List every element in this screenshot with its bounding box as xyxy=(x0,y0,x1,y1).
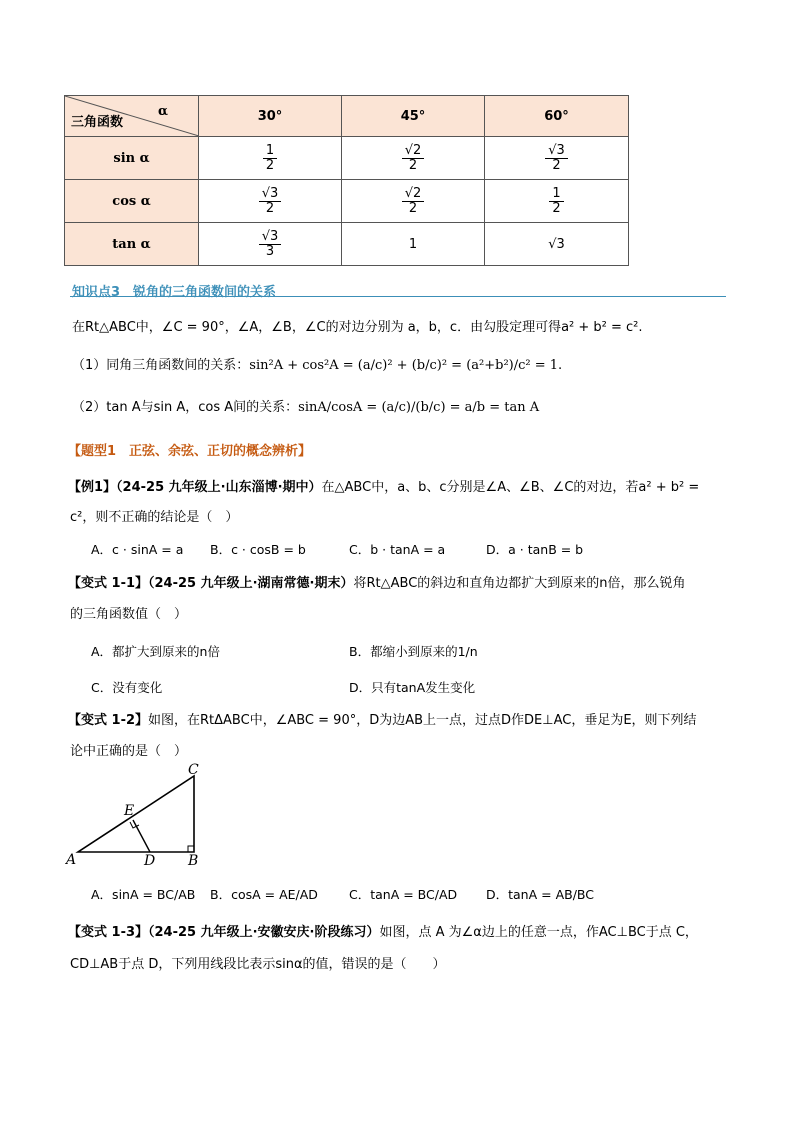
angle-header: 45° xyxy=(342,96,485,137)
table-header-row xyxy=(65,96,629,137)
table-cell: $\frac{√3}{3}$ xyxy=(199,223,342,266)
example-1-cont: c²，则不正确的结论是（ ） xyxy=(70,510,239,525)
option-a[interactable]: A．c · sinA = a xyxy=(91,542,184,557)
point-d-label: D xyxy=(144,853,156,869)
variant-1-3-cont: CD⊥AB于点 D，下列用线段比表示sinα的值，错误的是（ ） xyxy=(70,957,446,972)
option-d[interactable]: D．tanA = AB/BC xyxy=(486,887,595,902)
table-cell: $\frac{1}{2}$ xyxy=(199,137,342,180)
relation-1: （1）同角三角函数间的关系：sin²A + cos²A = (a/c)² + (b/c)² = (a²+b²)/c² = 1. xyxy=(72,358,563,373)
table-row-cos xyxy=(65,180,629,223)
variant-1-1: 【变式 1-1】（24-25 九年级上·湖南常德·期末）将Rt△ABC的斜边和直角边都扩大到原来的n倍，那么锐角 xyxy=(68,576,686,591)
point-b-label: B xyxy=(188,853,199,869)
option-c[interactable]: C．tanA = BC/AD xyxy=(349,887,458,902)
triangle-abc xyxy=(78,776,194,852)
option-a[interactable]: A．都扩大到原来的n倍 xyxy=(91,644,220,659)
option-b[interactable]: B．都缩小到原来的1/n xyxy=(349,644,478,659)
knowledge-point-divider xyxy=(70,296,726,297)
row-label: cos α xyxy=(65,180,199,223)
knowledge-intro: 在Rt△ABC中，∠C = 90°，∠A，∠B，∠C的对边分别为 a，b，c．由勾股定理可得a² + b² = c². xyxy=(72,320,643,335)
variant-1-3: 【变式 1-3】（24-25 九年级上·安徽安庆·阶段练习）如图，点 A 为∠α边上的任意一点，作AC⊥BC于点 C， xyxy=(68,925,698,940)
row-label: tan α xyxy=(65,223,199,266)
option-d[interactable]: D．a · tanB = b xyxy=(486,542,584,557)
option-b[interactable]: B．cosA = AE/AD xyxy=(210,887,318,902)
example-1: 【例1】（24-25 九年级上·山东淄博·期中）在△ABC中，a、b、c分别是∠A、∠B、∠C的对边，若a² + b² = xyxy=(68,480,700,495)
table-row-sin xyxy=(65,137,629,180)
table-cell: $\frac{√2}{2}$ xyxy=(342,180,485,223)
option-c[interactable]: C．没有变化 xyxy=(91,680,163,695)
table-cell: 1 xyxy=(342,223,485,266)
table-corner-cell xyxy=(65,96,199,137)
corner-label: 三角函数 xyxy=(71,115,124,130)
triangle-figure xyxy=(64,760,214,870)
table-cell: √3 xyxy=(485,223,629,266)
table-cell: $\frac{√3}{2}$ xyxy=(199,180,342,223)
variant-1-2-cont: 论中正确的是（ ） xyxy=(70,744,188,759)
trig-values-table xyxy=(64,95,629,266)
table-cell: $\frac{√3}{2}$ xyxy=(485,137,629,180)
point-a-label: A xyxy=(66,852,77,868)
variant-1-1-cont: 的三角函数值（ ） xyxy=(70,607,188,622)
relation-1-formula: sin²A + cos²A = (a/c)² + (b/c)² = (a²+b²)/c² = 1. xyxy=(249,358,563,373)
variant-1-2: 【变式 1-2】如图，在RtΔABC中，∠ABC = 90°，D为边AB上一点，过点D作DE⊥AC，垂足为E，则下列结 xyxy=(68,713,697,728)
option-d[interactable]: D．只有tanA发生变化 xyxy=(349,680,476,695)
table-cell: $\frac{1}{2}$ xyxy=(485,180,629,223)
table-row-tan xyxy=(65,223,629,266)
angle-header: 60° xyxy=(485,96,629,137)
option-a[interactable]: A．sinA = BC/AB xyxy=(91,887,196,902)
point-c-label: C xyxy=(188,762,199,778)
option-c[interactable]: C．b · tanA = a xyxy=(349,542,446,557)
relation-2-formula: sinA/cosA = (a/c)/(b/c) = a/b = tan A xyxy=(298,400,540,415)
angle-header: 30° xyxy=(199,96,342,137)
knowledge-point-title: 知识点3 锐角的三角函数间的关系 xyxy=(72,285,277,300)
right-angle-b xyxy=(188,846,194,852)
corner-alpha: α xyxy=(157,104,168,119)
row-label: sin α xyxy=(65,137,199,180)
segment-de xyxy=(133,820,150,852)
point-e-label: E xyxy=(124,803,135,819)
table-cell: $\frac{√2}{2}$ xyxy=(342,137,485,180)
option-b[interactable]: B．c · cosB = b xyxy=(210,542,306,557)
relation-2: （2）tan A与sin A，cos A间的关系：sinA/cosA = (a/c)/(b/c) = a/b = tan A xyxy=(72,400,540,415)
topic-title: 【题型1 正弦、余弦、正切的概念辨析】 xyxy=(68,444,312,459)
